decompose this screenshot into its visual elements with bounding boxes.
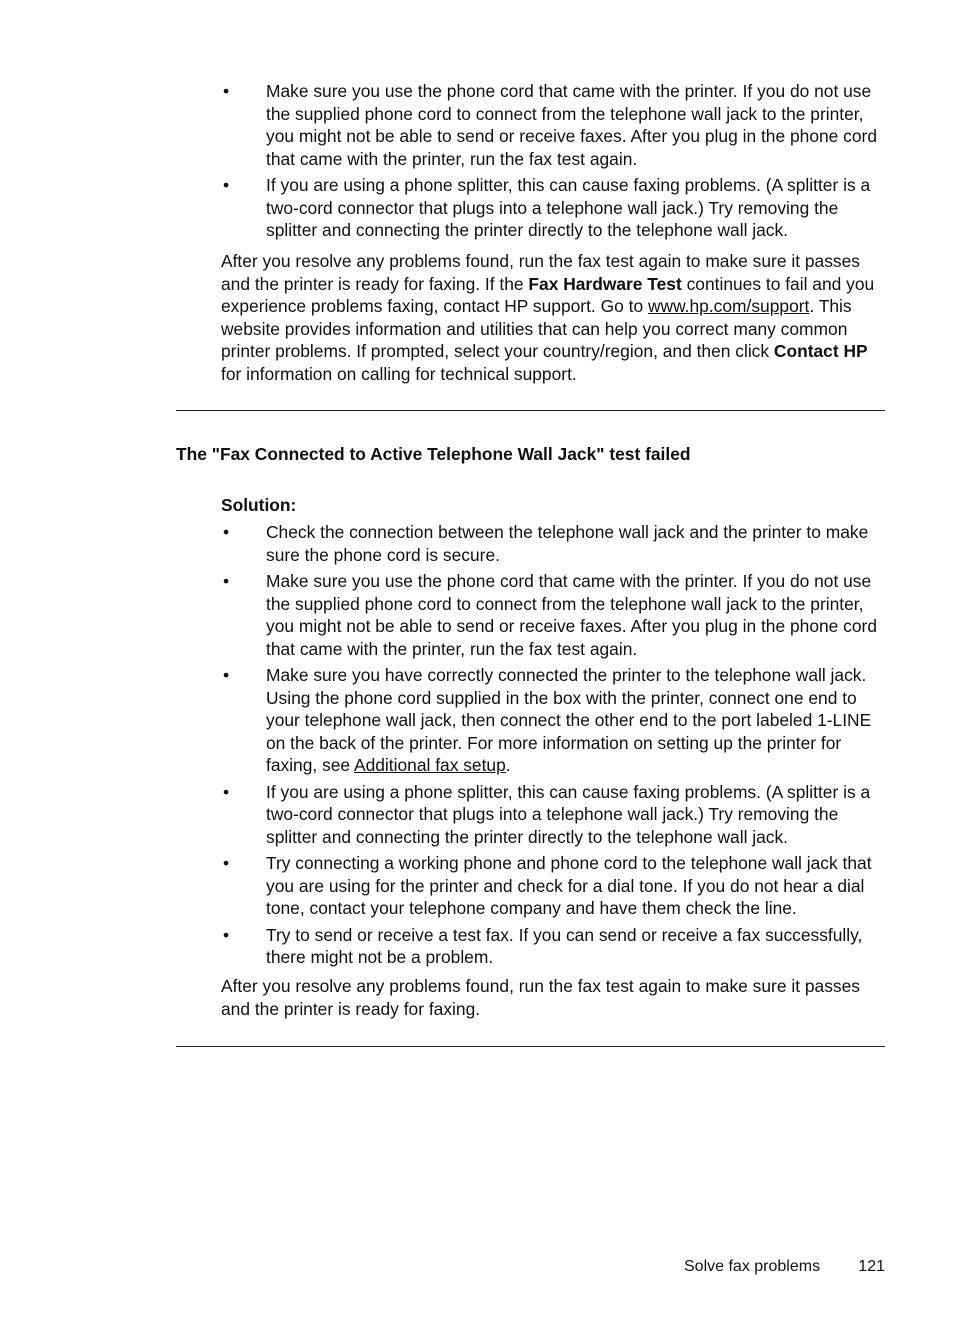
bullet-marker: • — [223, 665, 230, 685]
solution-bullet-list — [221, 521, 888, 969]
list-item — [221, 852, 888, 920]
bullet-marker: • — [223, 81, 230, 101]
page-number: 121 — [858, 1258, 885, 1275]
bullet-marker: • — [223, 175, 230, 195]
list-item — [221, 80, 888, 170]
contact-hp-label: Contact HP — [773, 341, 868, 361]
fax-hardware-test-label: Fax Hardware Test — [528, 273, 682, 294]
footer-section-title: Solve fax problems — [684, 1258, 821, 1275]
bullet-text: If you are using a phone splitter, this can cause faxing problems. (A splitter is a two-cord connector that plugs into a telephone wall jack.) Try removing the splitter and connecting the printer directly to the telephone wall jack. — [266, 781, 871, 847]
list-item — [221, 570, 888, 660]
closing-paragraph: After you resolve any problems found, run the fax test again to make sure it passes and the printer is ready for faxing. — [221, 976, 860, 1019]
bullet-marker: • — [223, 781, 230, 802]
solution-label: Solution: — [221, 495, 297, 515]
bullet-text: Try to send or receive a test fax. If you can send or receive a fax successfully, there might not be a problem. — [266, 924, 863, 967]
bullet-marker: • — [223, 522, 230, 542]
top-bullet-list — [221, 80, 888, 242]
list-item — [221, 664, 888, 777]
bullet-text: Make sure you use the phone cord that came with the printer. If you do not use the supplied phone cord to connect from the telephone wall jack to the printer, you might not be able to send or receive faxes. After you plug in the phone cord that came with the printer, run the fax test again. — [266, 571, 877, 659]
bullet-text: Make sure you have correctly connected the printer to the telephone wall jack. Using the phone cord supplied in the box with the printer, connect one end to your telephone wall jack, then connect the other end to the port labeled 1-LINE on the back of the printer. For more information on setting up the printer for faxing, see Additional fax setup. — [266, 665, 872, 775]
bullet-marker: • — [223, 924, 230, 945]
list-item — [221, 174, 888, 242]
bullet-text: Make sure you use the phone cord that came with the printer. If you do not use the supplied phone cord to connect from the telephone wall jack to the printer, you might not be able to send or receive faxes. After you plug in the phone cord that came with the printer, run the fax test again. — [266, 81, 877, 169]
hp-support-link[interactable]: www.hp.com/support — [647, 296, 810, 316]
bullet-text: Try connecting a working phone and phone cord to the telephone wall jack that you are using for the printer and check for a dial tone. If you do not hear a dial tone, contact your telephone company and have them check the line. — [266, 853, 872, 918]
additional-fax-setup-link[interactable]: Additional fax setup — [353, 755, 506, 775]
section-heading: The "Fax Connected to Active Telephone Wall Jack" test failed — [176, 444, 691, 464]
bullet-marker: • — [223, 853, 230, 873]
bullet-marker: • — [223, 571, 230, 591]
bullet-text: If you are using a phone splitter, this can cause faxing problems. (A splitter is a two-cord connector that plugs into a telephone wall jack.) Try removing the splitter and connecting the printer directly to the telephone wall jack. — [266, 175, 871, 240]
section-divider — [176, 1046, 885, 1047]
section-divider — [176, 410, 885, 411]
support-paragraph: After you resolve any problems found, run the fax test again to make sure it passes and the printer is ready for faxing. If the Fax Hardware Test continues to fail and you experience problems faxing, contact HP support. Go to www.hp.com/support. This website provides information and utilities that can help you correct many common printer problems. If prompted, select your country/region, and then click Contact HP for information on calling for technical support. — [221, 251, 875, 384]
list-item — [221, 924, 888, 969]
bullet-text: Check the connection between the telephone wall jack and the printer to make sure the phone cord is secure. — [266, 522, 869, 565]
list-item — [221, 521, 888, 566]
list-item — [221, 781, 888, 849]
